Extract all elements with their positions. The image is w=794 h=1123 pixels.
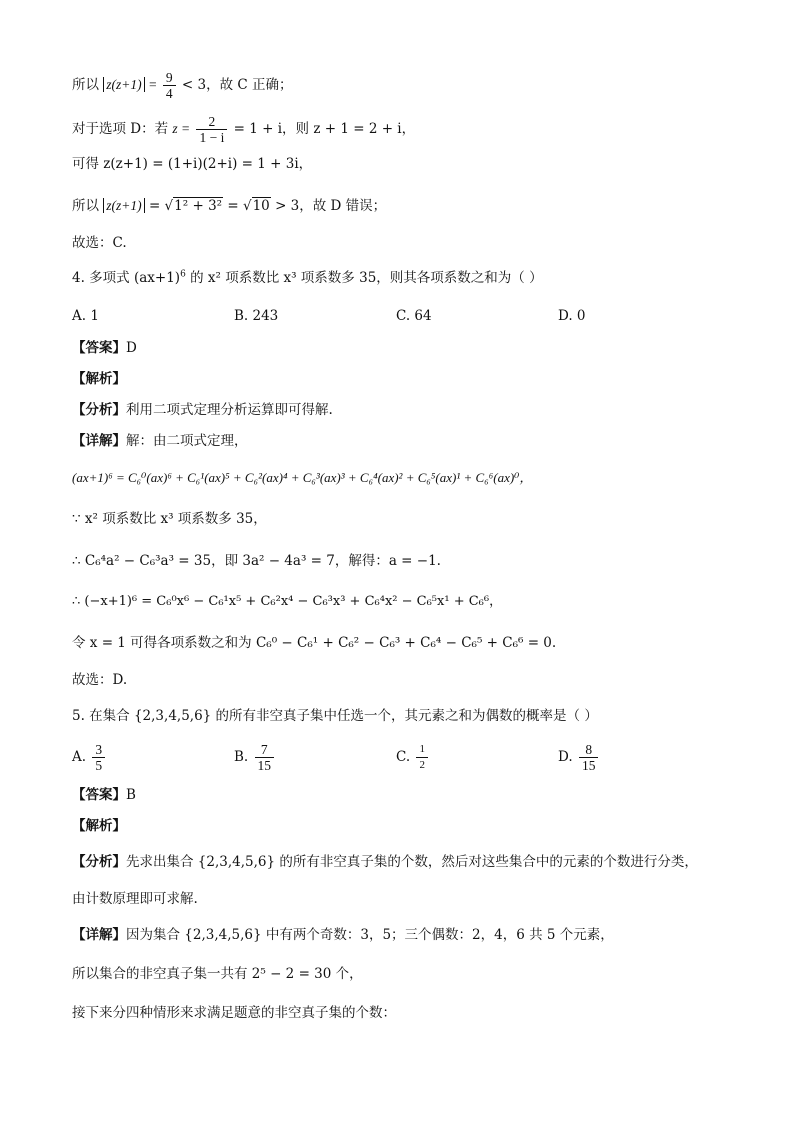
math: z = xyxy=(172,121,191,136)
solution-line-3: 可得 z(z+1) = (1+i)(2+i) = 1 + 3i， xyxy=(72,156,313,172)
text: 的 x² 项系数比 x³ 项系数多 35，则其各项系数之和为（ ） xyxy=(190,270,543,286)
q4-option-b: B. 243 xyxy=(234,308,279,324)
option-label: C. xyxy=(396,749,411,765)
answer-tag: 【答案】 xyxy=(72,340,126,356)
solution-conclusion: 故选：C. xyxy=(72,235,127,251)
denominator: 15 xyxy=(257,758,272,773)
text: > 3，故 D 错误； xyxy=(275,198,387,214)
radicand: 10 xyxy=(252,198,270,214)
question-5-stem: 5. 在集合 {2,3,4,5,6} 的所有非空真子集中任选一个，其元素之和为偶数的概率是（ ） xyxy=(72,708,598,724)
q4-let: 令 x = 1 可得各项系数之和为 C₆⁰ − C₆¹ + C₆² − C₆³ + C₆⁴ − C₆⁵ + C₆⁶ = 0. xyxy=(72,635,557,651)
fenxi-tag: 【分析】 xyxy=(72,854,126,870)
xiangjie-tag: 【详解】 xyxy=(72,927,126,943)
numerator: 7 xyxy=(255,742,275,758)
q5-analysis-tag xyxy=(72,816,126,836)
xiangjie-tag: 【详解】 xyxy=(72,433,126,449)
fenxi-text: 先求出集合 {2,3,4,5,6} 的所有非空真子集的个数，然后对这些集合中的元素的个数进行分类， xyxy=(126,854,698,870)
q4-option-d: D. 0 xyxy=(558,308,586,324)
text: < 3，故 C 正确； xyxy=(181,77,293,93)
xiangjie-text: 解：由二项式定理， xyxy=(126,433,248,449)
denominator: 4 xyxy=(165,86,173,101)
fraction xyxy=(416,742,428,773)
denominator: 5 xyxy=(95,758,103,773)
equals: = xyxy=(148,77,157,92)
numerator: 9 xyxy=(163,70,176,86)
q4-expansion: (ax+1)⁶ = C₆⁰(ax)⁶ + C₆¹(ax)⁵ + C₆²(ax)⁴ + C₆³(ax)³ + C₆⁴(ax)² + C₆⁵(ax)¹ + C₆⁶(ax)⁰， xyxy=(72,470,533,485)
sqrt-sign: = √ xyxy=(227,198,252,214)
answer-tag: 【答案】 xyxy=(72,787,126,803)
q5-option-d xyxy=(558,742,600,773)
q4-option-a: A. 1 xyxy=(72,308,99,324)
q4-fenxi xyxy=(72,400,333,420)
fraction xyxy=(196,114,227,145)
q4-therefore-1: ∴ C₆⁴a² − C₆³a³ = 35，即 3a² − 4a³ = 7，解得：a = −1. xyxy=(72,553,441,569)
fraction xyxy=(255,742,275,773)
q5-next: 接下来分四种情形来求满足题意的非空真子集的个数： xyxy=(72,1005,396,1021)
denominator: 1 − i xyxy=(199,130,225,145)
q4-therefore-2: ∴ (−x+1)⁶ = C₆⁰x⁶ − C₆¹x⁵ + C₆²x⁴ − C₆³x³ + C₆⁴x² − C₆⁵x¹ + C₆⁶， xyxy=(72,594,503,609)
q5-option-c xyxy=(396,742,430,773)
q4-xiangjie xyxy=(72,431,248,451)
q5-option-b xyxy=(234,742,276,773)
option-label: B. xyxy=(234,749,249,765)
solution-line-2 xyxy=(72,114,415,145)
text: 所以 xyxy=(72,77,99,93)
text: 所以 xyxy=(72,198,99,214)
radicand: 1² + 3² xyxy=(174,198,223,214)
numerator: 1 xyxy=(416,742,428,758)
option-label: D. xyxy=(558,749,573,765)
sqrt-sign: = √ xyxy=(148,198,174,214)
analysis-tag: 【解析】 xyxy=(72,371,126,387)
q4-answer xyxy=(72,338,137,358)
q5-fenxi-cont: 由计数原理即可求解. xyxy=(72,891,198,907)
numerator: 8 xyxy=(579,742,599,758)
numerator: 3 xyxy=(92,742,105,758)
question-4-stem xyxy=(72,268,543,288)
text: = 1 + i，则 z + 1 = 2 + i， xyxy=(233,121,416,137)
analysis-tag: 【解析】 xyxy=(72,818,126,834)
abs-expression: z(z+1) xyxy=(103,77,144,92)
q4-analysis-tag xyxy=(72,369,126,389)
q4-choose: 故选：D. xyxy=(72,672,128,688)
fraction xyxy=(579,742,599,773)
exponent: 6 xyxy=(180,269,186,280)
fraction xyxy=(163,70,176,101)
abs-expression: z(z+1) xyxy=(103,198,144,213)
option-label: A. xyxy=(72,749,87,765)
q4-option-c: C. 64 xyxy=(396,308,432,324)
q5-count: 所以集合的非空真子集一共有 2⁵ − 2 = 30 个， xyxy=(72,966,363,982)
text: 4. 多项式 (ax+1) xyxy=(72,270,181,286)
fraction xyxy=(92,742,105,773)
q5-answer xyxy=(72,785,136,805)
q4-because: ∵ x² 项系数比 x³ 项系数多 35， xyxy=(72,511,267,527)
q5-xiangjie xyxy=(72,925,614,945)
fenxi-text: 利用二项式定理分析运算即可得解. xyxy=(126,402,333,418)
solution-line-1 xyxy=(72,70,293,101)
q5-option-a xyxy=(72,742,107,773)
solution-line-4 xyxy=(72,196,386,216)
denominator: 15 xyxy=(581,758,596,773)
denominator: 2 xyxy=(419,759,425,771)
fenxi-tag: 【分析】 xyxy=(72,402,126,418)
answer-value: B xyxy=(126,787,136,803)
q5-fenxi xyxy=(72,852,698,872)
text: 对于选项 D：若 xyxy=(72,121,169,137)
numerator: 2 xyxy=(196,114,227,130)
xiangjie-text: 因为集合 {2,3,4,5,6} 中有两个奇数：3，5；三个偶数：2，4，6 共 5 个元素， xyxy=(126,927,614,943)
answer-value: D xyxy=(126,340,137,356)
